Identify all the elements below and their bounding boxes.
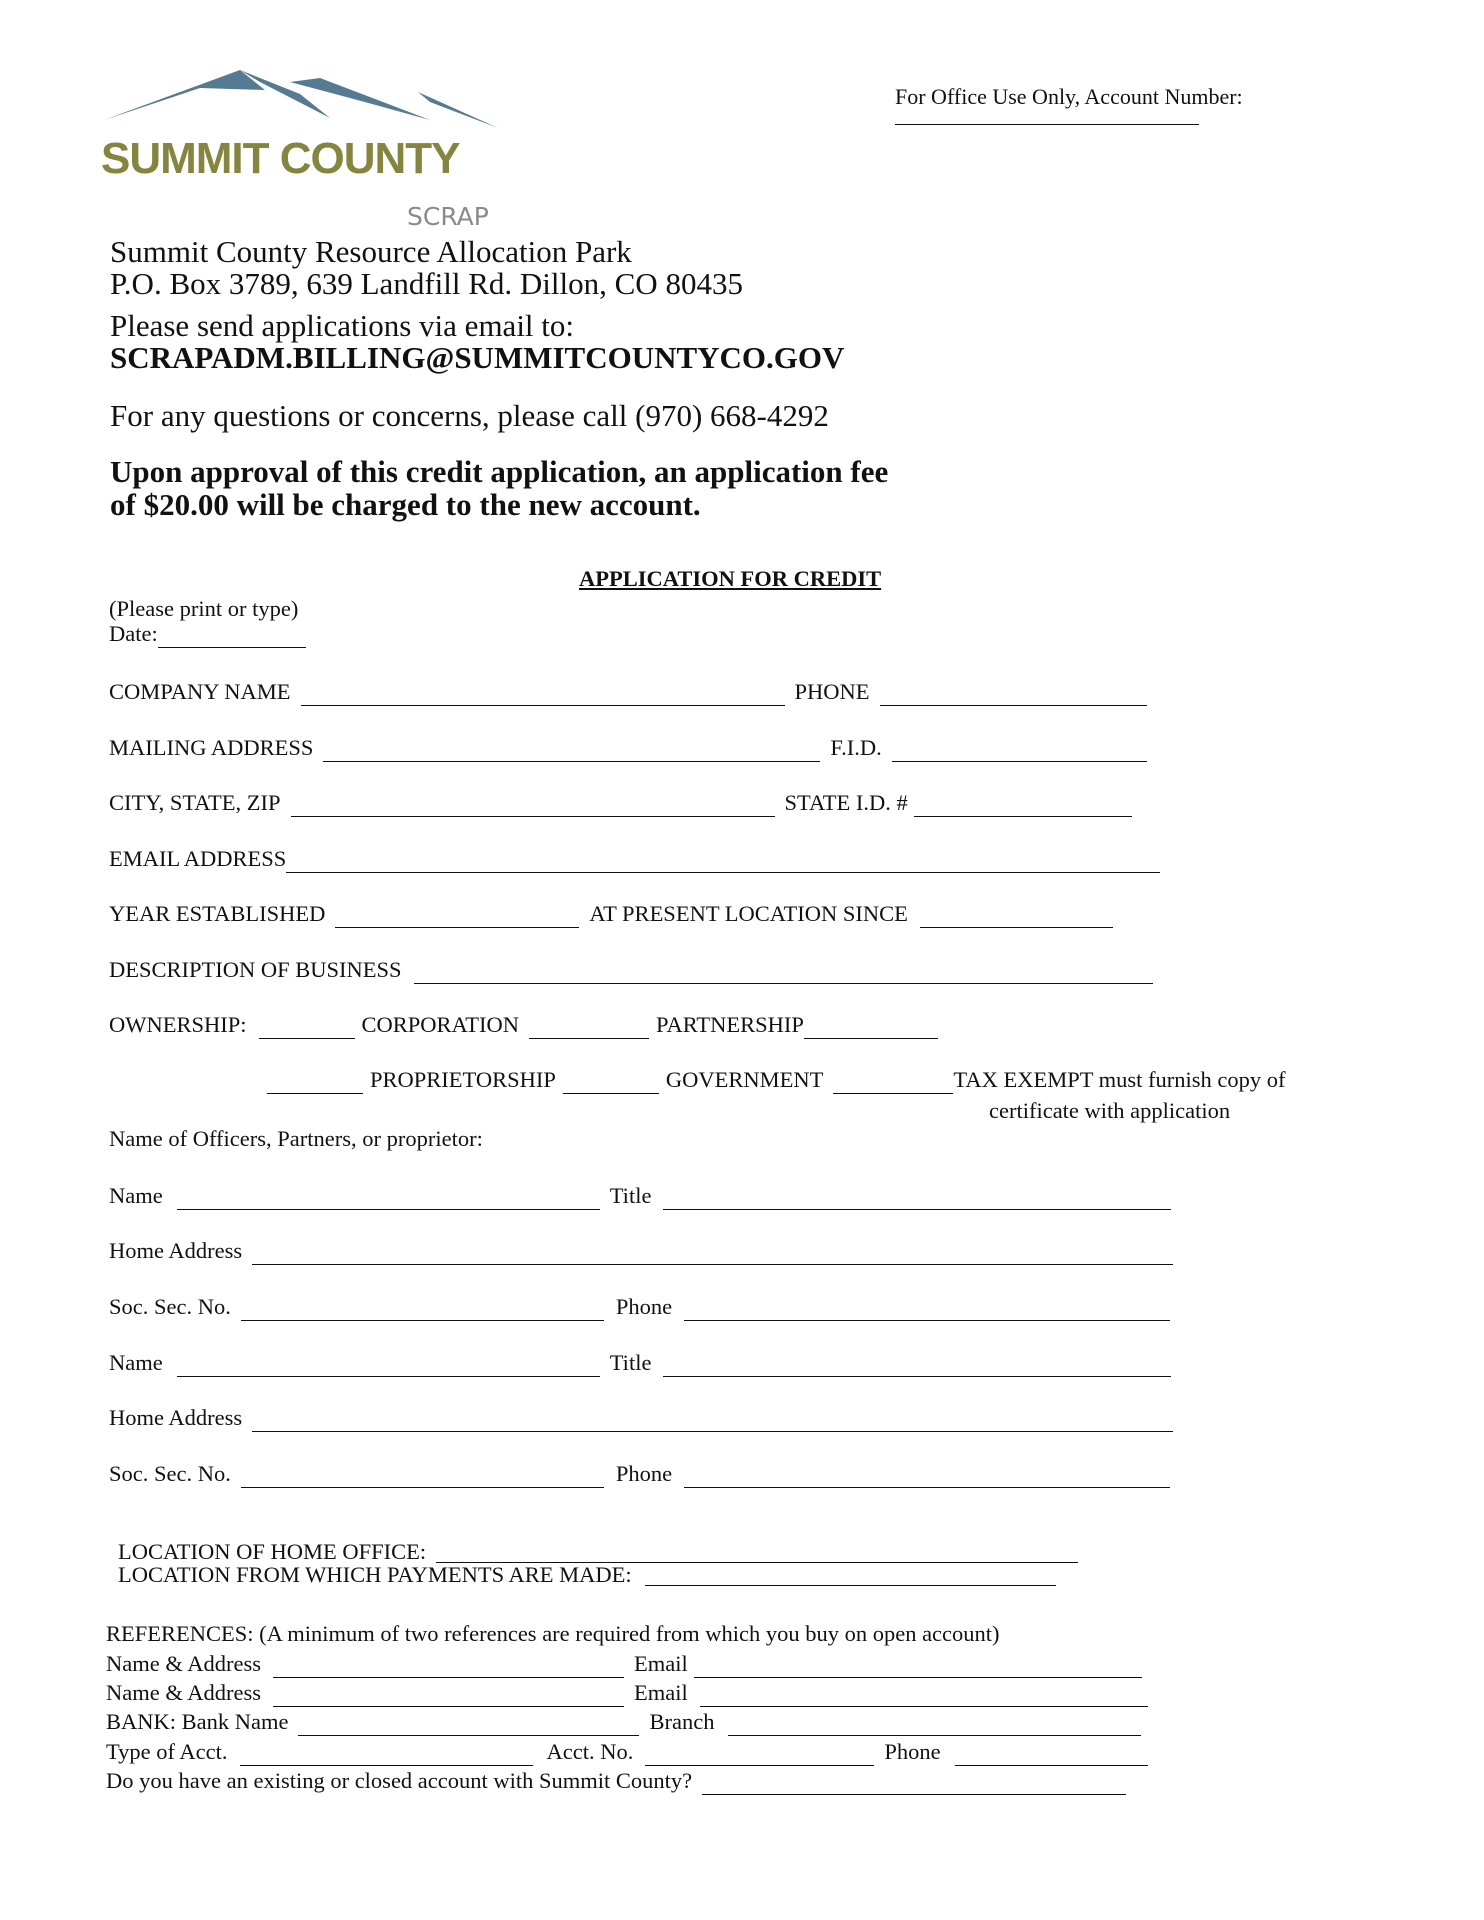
officer-2-home-address-field[interactable] (252, 1411, 1173, 1432)
description-label: DESCRIPTION OF BUSINESS (109, 957, 402, 982)
send-label: Please send applications via email to: (110, 308, 575, 343)
officer-2-name-field[interactable] (177, 1356, 600, 1377)
name-label: Name (109, 1350, 163, 1375)
title-label: Title (609, 1350, 652, 1375)
officer-2-title-field[interactable] (663, 1356, 1171, 1377)
payments-from-field[interactable] (645, 1565, 1056, 1586)
phone-field[interactable] (880, 685, 1147, 706)
mailing-address-field[interactable] (323, 741, 820, 762)
corporation-field[interactable] (259, 1018, 355, 1039)
title-label: Title (609, 1183, 652, 1208)
government-label: GOVERNMENT (665, 1067, 824, 1092)
questions-text: For any questions or concerns, please call (970) 668-4292 (110, 398, 829, 433)
mailing-row (109, 734, 1157, 762)
tax-exempt-label: TAX EXEMPT must furnish copy of (953, 1067, 1286, 1092)
address-line-1: Summit County Resource Allocation Park (110, 234, 632, 269)
year-established-field[interactable] (335, 907, 579, 928)
date-field[interactable] (158, 627, 306, 648)
date-row (109, 620, 316, 648)
state-id-field[interactable] (914, 796, 1132, 817)
officer-1-phone-field[interactable] (684, 1300, 1170, 1321)
billing-email: SCRAPADM.BILLING@SUMMITCOUNTYCO.GOV (110, 340, 845, 375)
branch-label: Branch (649, 1709, 715, 1734)
city-state-zip-field[interactable] (291, 796, 775, 817)
present-location-label: AT PRESENT LOCATION SINCE (589, 901, 908, 926)
city-row (109, 789, 1142, 817)
account-number-field[interactable] (895, 124, 1199, 125)
existing-account-field[interactable] (702, 1774, 1126, 1795)
date-label: Date: (109, 621, 158, 646)
officer-2-phone-field[interactable] (684, 1467, 1170, 1488)
present-location-field[interactable] (920, 907, 1113, 928)
existing-account-row (106, 1767, 1136, 1795)
partnership-field[interactable] (529, 1018, 649, 1039)
address-line-2: P.O. Box 3789, 639 Landfill Rd. Dillon, CO 80435 (110, 266, 743, 301)
reference-2-email-field[interactable] (700, 1686, 1148, 1707)
email-label: Email (633, 1651, 688, 1676)
home-office-row (118, 1541, 1088, 1563)
state-id-label: STATE I.D. # (784, 790, 908, 815)
description-row (109, 956, 1163, 984)
reference-2-name-field[interactable] (273, 1686, 624, 1707)
bank-name-field[interactable] (298, 1715, 639, 1736)
acct-no-field[interactable] (645, 1745, 874, 1766)
ownership-row (109, 1011, 948, 1039)
officer-2-name-row (109, 1349, 1181, 1377)
fee-notice-2: of $20.00 will be charged to the new account. (110, 487, 701, 522)
officer-1-name-field[interactable] (177, 1189, 600, 1210)
officer-2-ssn-row (109, 1460, 1180, 1488)
acct-type-label: Type of Acct. (106, 1739, 228, 1764)
company-name-field[interactable] (301, 685, 785, 706)
acct-no-label: Acct. No. (546, 1739, 634, 1764)
partnership-label: PARTNERSHIP (656, 1012, 804, 1037)
fid-label: F.I.D. (830, 735, 882, 760)
description-field[interactable] (414, 963, 1153, 984)
phone-label: Phone (615, 1461, 673, 1486)
officer-2-address-row (109, 1404, 1183, 1432)
reference-1-row (106, 1650, 1152, 1678)
corporation-label: CORPORATION (361, 1012, 520, 1037)
phone-label: Phone (615, 1294, 673, 1319)
summit-county-logo (100, 68, 500, 137)
fid-field[interactable] (892, 741, 1147, 762)
payments-row (118, 1564, 1066, 1586)
officers-label: Name of Officers, Partners, or proprietor: (109, 1126, 483, 1151)
proprietorship-field[interactable] (267, 1073, 363, 1094)
home-address-label: Home Address (109, 1238, 243, 1263)
mountains-icon (100, 68, 500, 132)
name-label: Name (109, 1183, 163, 1208)
home-address-label: Home Address (109, 1405, 243, 1430)
reference-1-name-field[interactable] (273, 1657, 624, 1678)
existing-account-label: Do you have an existing or closed account with Summit County? (106, 1768, 693, 1793)
tax-exempt-note: certificate with application (989, 1098, 1231, 1123)
year-row (109, 900, 1123, 928)
email-address-field[interactable] (286, 852, 1160, 873)
proprietorship-label: PROPRIETORSHIP (370, 1067, 556, 1092)
year-established-label: YEAR ESTABLISHED (109, 901, 326, 926)
company-row (109, 678, 1157, 706)
payments-from-label: LOCATION FROM WHICH PAYMENTS ARE MADE: (118, 1562, 632, 1587)
officer-1-ssn-field[interactable] (241, 1300, 604, 1321)
city-state-zip-label: CITY, STATE, ZIP (109, 790, 281, 815)
ownership-row-2 (267, 1066, 1286, 1094)
officer-2-ssn-field[interactable] (241, 1467, 604, 1488)
fee-notice-1: Upon approval of this credit application, an application fee (110, 454, 889, 489)
mailing-address-label: MAILING ADDRESS (109, 735, 314, 760)
partnership-blank[interactable] (804, 1018, 938, 1039)
reference-2-row (106, 1679, 1158, 1707)
office-use-label: For Office Use Only, Account Number: (895, 84, 1243, 109)
bank-phone-field[interactable] (955, 1745, 1148, 1766)
officer-1-ssn-row (109, 1293, 1180, 1321)
officer-1-address-row (109, 1237, 1183, 1265)
ssn-label: Soc. Sec. No. (109, 1461, 231, 1486)
home-office-label: LOCATION OF HOME OFFICE: (118, 1539, 427, 1564)
phone-label: PHONE (794, 679, 870, 704)
government-field[interactable] (563, 1073, 659, 1094)
bank-row (106, 1708, 1151, 1736)
officer-1-title-field[interactable] (663, 1189, 1171, 1210)
branch-field[interactable] (728, 1715, 1141, 1736)
bank-name-label: BANK: Bank Name (106, 1709, 289, 1734)
ssn-label: Soc. Sec. No. (109, 1294, 231, 1319)
email-row (109, 845, 1170, 873)
email-label: Email (633, 1680, 688, 1705)
form-title: APPLICATION FOR CREDIT (579, 566, 882, 591)
print-note: (Please print or type) (109, 596, 299, 621)
home-office-field[interactable] (436, 1542, 1078, 1563)
reference-1-email-field[interactable] (694, 1657, 1142, 1678)
account-row (106, 1738, 1158, 1766)
ownership-label: OWNERSHIP: (109, 1012, 247, 1037)
company-name-label: COMPANY NAME (109, 679, 291, 704)
logo-subtitle: SCRAP (407, 202, 489, 231)
name-address-label: Name & Address (106, 1651, 261, 1676)
logo-name: SUMMIT COUNTY (101, 134, 460, 183)
name-address-label: Name & Address (106, 1680, 261, 1705)
acct-type-field[interactable] (240, 1745, 533, 1766)
email-address-label: EMAIL ADDRESS (109, 846, 287, 871)
tax-exempt-field[interactable] (833, 1073, 953, 1094)
officer-1-home-address-field[interactable] (252, 1244, 1173, 1265)
officer-1-name-row (109, 1182, 1181, 1210)
bank-phone-label: Phone (884, 1739, 941, 1764)
references-label: REFERENCES: (A minimum of two references are required from which you buy on open account) (106, 1621, 1000, 1646)
